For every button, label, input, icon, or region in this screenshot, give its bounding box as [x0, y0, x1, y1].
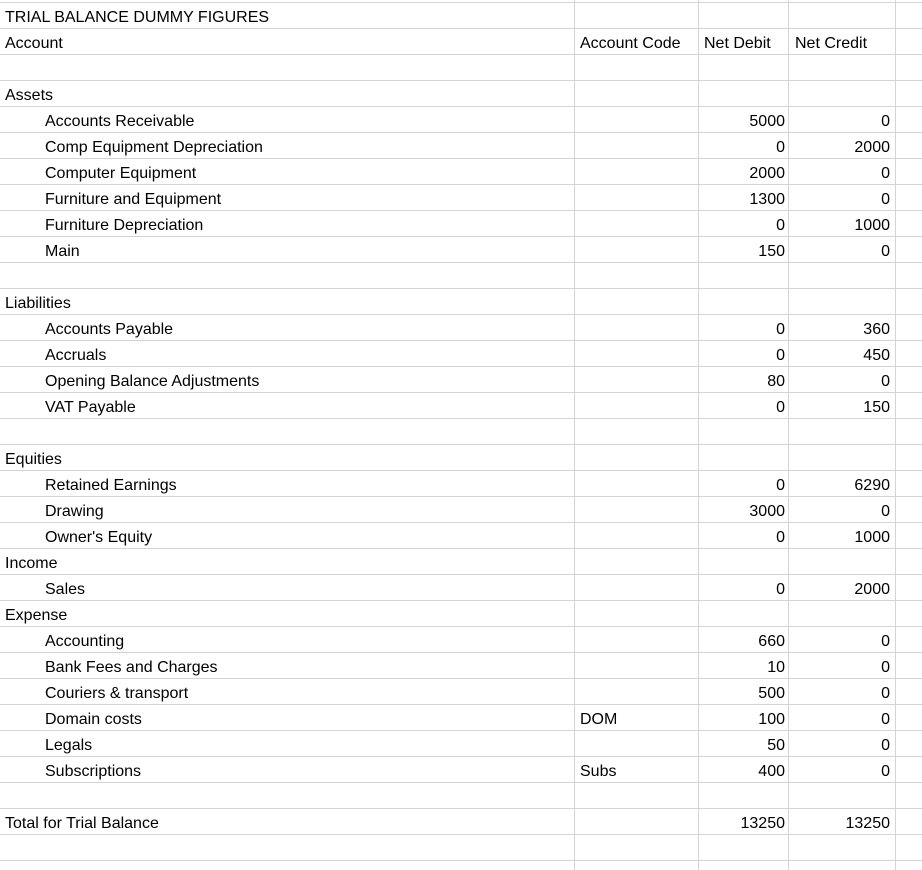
sheet-title[interactable]: TRIAL BALANCE DUMMY FIGURES	[5, 9, 270, 26]
account-cell[interactable]: Subscriptions	[45, 763, 142, 780]
row-divider	[0, 158, 922, 159]
row-divider	[0, 184, 922, 185]
table-row[interactable]	[0, 732, 922, 758]
account-code-cell[interactable]	[580, 342, 695, 368]
table-row[interactable]	[0, 394, 922, 420]
net-debit-cell[interactable]	[699, 836, 785, 862]
net-credit-cell[interactable]: 150	[863, 399, 890, 416]
account-code-cell[interactable]	[580, 550, 695, 576]
title-row[interactable]	[0, 4, 922, 30]
account-code-cell[interactable]	[580, 160, 695, 186]
account-code-cell[interactable]	[580, 784, 695, 810]
table-row[interactable]	[0, 82, 922, 108]
account-cell[interactable]: Couriers & transport	[45, 685, 189, 702]
row-divider	[0, 522, 922, 523]
account-cell[interactable]: Main	[45, 243, 80, 260]
account-code-cell[interactable]: Subs	[580, 763, 617, 780]
account-code-cell[interactable]	[580, 472, 695, 498]
table-row[interactable]	[0, 654, 922, 680]
row-divider	[0, 808, 922, 809]
account-cell[interactable]: Accounts Payable	[45, 321, 174, 338]
account-cell[interactable]: VAT Payable	[45, 399, 136, 416]
table-row[interactable]	[0, 368, 922, 394]
net-debit-cell[interactable]	[699, 82, 785, 108]
net-debit-cell[interactable]: 0	[776, 477, 785, 494]
header-row[interactable]	[0, 30, 922, 56]
account-code-cell[interactable]	[580, 420, 695, 446]
account-cell[interactable]: Assets	[5, 87, 54, 104]
net-credit-cell[interactable]: 2000	[854, 139, 890, 156]
account-code-cell[interactable]	[580, 524, 695, 550]
row-divider	[0, 860, 922, 861]
table-row[interactable]	[0, 238, 922, 264]
net-debit-cell[interactable]: 2000	[749, 165, 785, 182]
net-credit-cell[interactable]	[791, 82, 890, 108]
net-debit-cell[interactable]	[699, 264, 785, 290]
net-debit-cell[interactable]: 0	[776, 347, 785, 364]
net-credit-cell[interactable]	[791, 550, 890, 576]
account-cell[interactable]	[5, 420, 570, 446]
total-row[interactable]	[0, 810, 922, 836]
row-divider	[0, 470, 922, 471]
table-row[interactable]	[0, 836, 922, 862]
row-divider	[0, 782, 922, 783]
account-cell[interactable]: Comp Equipment Depreciation	[45, 139, 263, 156]
net-debit-cell[interactable]: 100	[758, 711, 785, 728]
row-divider	[0, 548, 922, 549]
net-debit-cell[interactable]	[699, 602, 785, 628]
net-credit-cell[interactable]: 0	[881, 763, 890, 780]
account-code-cell[interactable]	[580, 680, 695, 706]
account-code-cell[interactable]: DOM	[580, 711, 618, 728]
table-row[interactable]	[0, 550, 922, 576]
row-divider	[0, 392, 922, 393]
table-row[interactable]	[0, 706, 922, 732]
row-divider	[0, 314, 922, 315]
account-cell[interactable]: Expense	[5, 607, 68, 624]
account-code-cell[interactable]	[580, 290, 695, 316]
table-row[interactable]	[0, 446, 922, 472]
net-credit-cell[interactable]: 0	[881, 113, 890, 130]
net-debit-cell[interactable]	[699, 550, 785, 576]
account-code-cell[interactable]	[580, 238, 695, 264]
net-credit-cell[interactable]: 0	[881, 373, 890, 390]
account-code-cell[interactable]	[580, 368, 695, 394]
account-cell[interactable]	[5, 264, 570, 290]
net-debit-cell[interactable]: 13250	[740, 815, 785, 832]
table-row[interactable]	[0, 628, 922, 654]
row-divider	[0, 106, 922, 107]
net-credit-cell[interactable]: 0	[881, 737, 890, 754]
account-cell[interactable]: Computer Equipment	[45, 165, 197, 182]
row-divider	[0, 626, 922, 627]
account-cell[interactable]: Legals	[45, 737, 93, 754]
account-cell[interactable]	[5, 56, 570, 82]
net-debit-cell[interactable]	[699, 56, 785, 82]
account-cell[interactable]: Accruals	[45, 347, 107, 364]
net-credit-cell[interactable]	[791, 290, 890, 316]
account-cell[interactable]: Retained Earnings	[45, 477, 177, 494]
table-row[interactable]	[0, 342, 922, 368]
account-cell[interactable]	[5, 836, 570, 862]
net-credit-cell[interactable]: 0	[881, 685, 890, 702]
account-cell[interactable]: Bank Fees and Charges	[45, 659, 218, 676]
header-net-credit[interactable]: Net Credit	[795, 35, 868, 52]
net-debit-cell[interactable]	[699, 290, 785, 316]
table-row[interactable]	[0, 186, 922, 212]
table-row[interactable]	[0, 160, 922, 186]
net-credit-cell[interactable]	[791, 836, 890, 862]
net-credit-cell[interactable]: 0	[881, 633, 890, 650]
table-row[interactable]	[0, 602, 922, 628]
row-divider	[0, 236, 922, 237]
table-row[interactable]	[0, 524, 922, 550]
account-cell[interactable]: Furniture and Equipment	[45, 191, 222, 208]
row-divider	[0, 418, 922, 419]
net-debit-cell[interactable]: 80	[767, 373, 785, 390]
net-credit-cell[interactable]	[791, 446, 890, 472]
net-credit-cell[interactable]: 450	[863, 347, 890, 364]
account-code-cell[interactable]	[580, 264, 695, 290]
account-cell[interactable]: Total for Trial Balance	[5, 815, 159, 832]
account-code-cell[interactable]	[580, 82, 695, 108]
table-row[interactable]	[0, 758, 922, 784]
account-code-cell[interactable]	[580, 602, 695, 628]
net-credit-cell[interactable]: 6290	[854, 477, 890, 494]
net-debit-cell[interactable]: 500	[758, 685, 785, 702]
row-divider	[0, 54, 922, 55]
net-debit-cell[interactable]	[699, 420, 785, 446]
net-credit-cell[interactable]	[791, 264, 890, 290]
account-cell[interactable]: Owner's Equity	[45, 529, 153, 546]
net-debit-cell[interactable]: 0	[776, 399, 785, 416]
net-credit-cell[interactable]	[791, 56, 890, 82]
account-cell[interactable]: Domain costs	[45, 711, 142, 728]
account-code-cell[interactable]	[580, 576, 695, 602]
net-debit-cell[interactable]	[699, 446, 785, 472]
header-net-debit[interactable]: Net Debit	[704, 35, 771, 52]
net-debit-cell[interactable]: 0	[776, 217, 785, 234]
row-divider	[0, 600, 922, 601]
account-cell[interactable]: Income	[5, 555, 58, 572]
net-debit-cell[interactable]	[699, 784, 785, 810]
net-credit-cell[interactable]: 0	[881, 503, 890, 520]
account-code-cell[interactable]	[580, 446, 695, 472]
row-divider	[0, 704, 922, 705]
net-debit-cell[interactable]: 400	[758, 763, 785, 780]
net-debit-cell[interactable]: 0	[776, 529, 785, 546]
table-row[interactable]	[0, 498, 922, 524]
account-code-cell[interactable]	[580, 108, 695, 134]
net-credit-cell[interactable]: 1000	[854, 529, 890, 546]
account-code-cell[interactable]	[580, 498, 695, 524]
net-credit-cell[interactable]	[791, 784, 890, 810]
row-divider	[0, 262, 922, 263]
account-code-cell[interactable]	[580, 628, 695, 654]
row-divider	[0, 756, 922, 757]
account-code-cell[interactable]	[580, 654, 695, 680]
row-divider	[0, 80, 922, 81]
net-credit-cell[interactable]: 360	[863, 321, 890, 338]
table-row[interactable]	[0, 316, 922, 342]
net-debit-cell[interactable]: 660	[758, 633, 785, 650]
table-row[interactable]	[0, 108, 922, 134]
net-credit-cell[interactable]: 2000	[854, 581, 890, 598]
row-divider	[0, 132, 922, 133]
account-cell[interactable]: Accounting	[45, 633, 125, 650]
account-cell[interactable]: Sales	[45, 581, 86, 598]
table-row[interactable]	[0, 134, 922, 160]
account-cell[interactable]: Equities	[5, 451, 62, 468]
account-code-cell[interactable]	[580, 134, 695, 160]
header-account-code[interactable]: Account Code	[580, 35, 681, 52]
table-row[interactable]	[0, 784, 922, 810]
row-divider	[0, 210, 922, 211]
net-debit-cell[interactable]: 0	[776, 139, 785, 156]
net-credit-cell[interactable]: 0	[881, 659, 890, 676]
row-divider	[0, 496, 922, 497]
row-divider	[0, 678, 922, 679]
net-credit-cell[interactable]: 0	[881, 191, 890, 208]
net-debit-cell[interactable]: 5000	[749, 113, 785, 130]
net-credit-cell[interactable]: 13250	[845, 815, 890, 832]
table-row[interactable]	[0, 212, 922, 238]
net-debit-cell[interactable]: 150	[758, 243, 785, 260]
account-code-cell[interactable]	[580, 212, 695, 238]
row-divider	[0, 652, 922, 653]
row-divider	[0, 28, 922, 29]
net-credit-cell[interactable]: 0	[881, 711, 890, 728]
net-credit-cell[interactable]	[791, 602, 890, 628]
net-credit-cell[interactable]: 0	[881, 243, 890, 260]
account-cell[interactable]: Liabilities	[5, 295, 71, 312]
account-code-cell[interactable]	[580, 394, 695, 420]
table-row[interactable]	[0, 680, 922, 706]
account-code-cell[interactable]	[580, 56, 695, 82]
net-debit-cell[interactable]: 50	[767, 737, 785, 754]
row-divider	[0, 444, 922, 445]
net-credit-cell[interactable]	[791, 420, 890, 446]
row-divider	[0, 574, 922, 575]
row-divider	[0, 730, 922, 731]
net-credit-cell[interactable]: 1000	[854, 217, 890, 234]
account-cell[interactable]: Opening Balance Adjustments	[45, 373, 260, 390]
account-code-cell[interactable]	[580, 732, 695, 758]
net-debit-cell[interactable]: 1300	[749, 191, 785, 208]
table-row[interactable]	[0, 264, 922, 290]
net-debit-cell[interactable]: 0	[776, 321, 785, 338]
header-account[interactable]: Account	[5, 35, 63, 52]
row-divider	[0, 366, 922, 367]
net-credit-cell[interactable]: 0	[881, 165, 890, 182]
table-row[interactable]	[0, 420, 922, 446]
row-divider	[0, 288, 922, 289]
account-cell[interactable]: Furniture Depreciation	[45, 217, 204, 234]
table-row[interactable]	[0, 56, 922, 82]
net-debit-cell[interactable]: 10	[767, 659, 785, 676]
account-cell[interactable]	[5, 784, 570, 810]
account-code-cell[interactable]	[580, 186, 695, 212]
account-cell[interactable]: Accounts Receivable	[45, 113, 195, 130]
row-divider	[0, 2, 922, 3]
table-row[interactable]	[0, 290, 922, 316]
row-divider	[0, 834, 922, 835]
table-row[interactable]	[0, 472, 922, 498]
net-debit-cell[interactable]: 0	[776, 581, 785, 598]
net-debit-cell[interactable]: 3000	[749, 503, 785, 520]
account-code-cell[interactable]	[580, 316, 695, 342]
table-row[interactable]	[0, 576, 922, 602]
account-code-cell[interactable]	[580, 836, 695, 862]
account-cell[interactable]: Drawing	[45, 503, 104, 520]
row-divider	[0, 340, 922, 341]
account-code-cell[interactable]	[580, 810, 695, 836]
